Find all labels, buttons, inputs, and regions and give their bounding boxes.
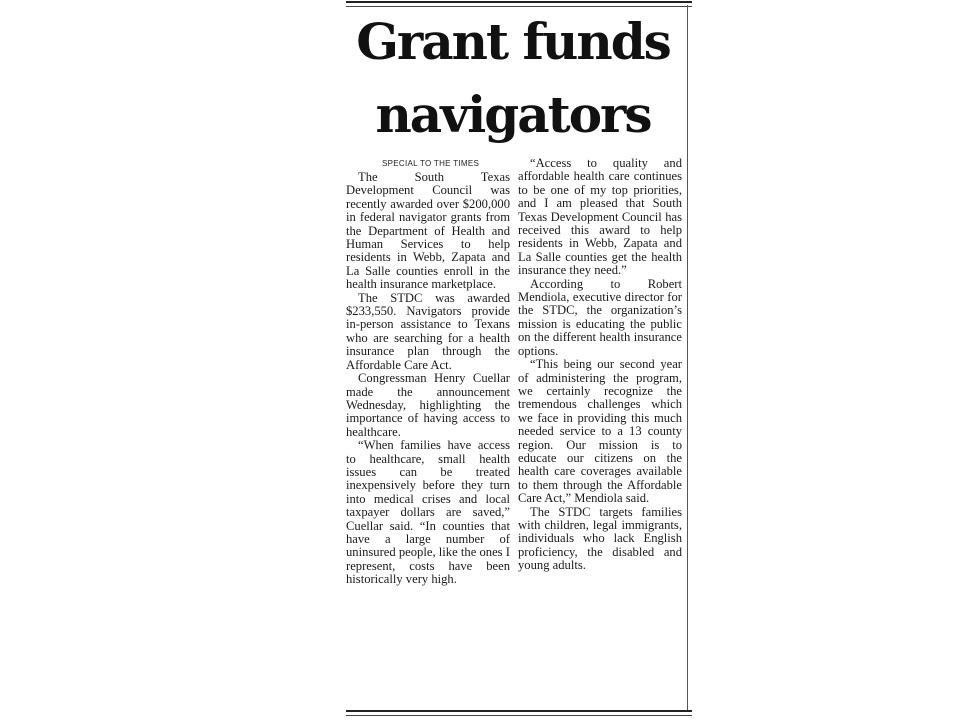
paragraph: The South Texas Development Council was recently awarded over $200,000 in federal navigator grants from the Department of Health and Human Services to help residents in Webb, Zapata and La Salle counties enroll in the health insurance marketplace. [346, 170, 510, 292]
paragraph: “When families have access to healthcare, small health issues can be treated inexpensively before they turn into medical crises and local taxpayer dollars are saved,” Cuellar said. “In counties that have a large number of uninsured people, like the ones I represent, costs have been historically very high. [346, 438, 510, 587]
paragraph: Congressman Henry Cuellar made the announcement Wednesday, highlighting the importance of having access to healthcare. [346, 371, 510, 439]
byline: SPECIAL TO THE TIMES [382, 159, 480, 168]
paragraph: According to Robert Mendiola, executive director for the STDC, the organization’s mission is educating the public on the different health insurance options. [518, 276, 682, 358]
article-column-right [518, 157, 682, 573]
top-rule [346, 1, 692, 3]
headline-line-2: navigators [375, 85, 651, 144]
headline-line-1: Grant funds [356, 12, 670, 71]
article-column-left [346, 157, 510, 587]
bottom-rule [346, 710, 692, 712]
bottom-rule-thin [346, 715, 692, 716]
newspaper-clipping [346, 0, 692, 718]
right-column-rule [687, 5, 688, 711]
paragraph: “Access to quality and affordable health care continues to be one of my top priorities, and I am pleased that South Texas Development Council has received this award to help residents in Webb, Zapata and La Salle counties get the health insurance they need.” [518, 156, 682, 278]
paragraph: “This being our second year of administering the program, we certainly recognize the tremendous challenges which we face in providing this much needed service to a 13 county region. Our mission is to educate our citizens on the health care coverages available to them through the Affordable Care Act,” Mendiola said. [518, 357, 682, 506]
paragraph: The STDC was awarded $233,550. Navigators provide in-person assistance to Texans who are searching for a health insurance plan through the Affordable Care Act. [346, 290, 510, 372]
paragraph: The STDC targets families with children, legal immigrants, individuals who lack English proficiency, the disabled and young adults. [518, 504, 682, 573]
top-rule-thin [346, 6, 692, 7]
